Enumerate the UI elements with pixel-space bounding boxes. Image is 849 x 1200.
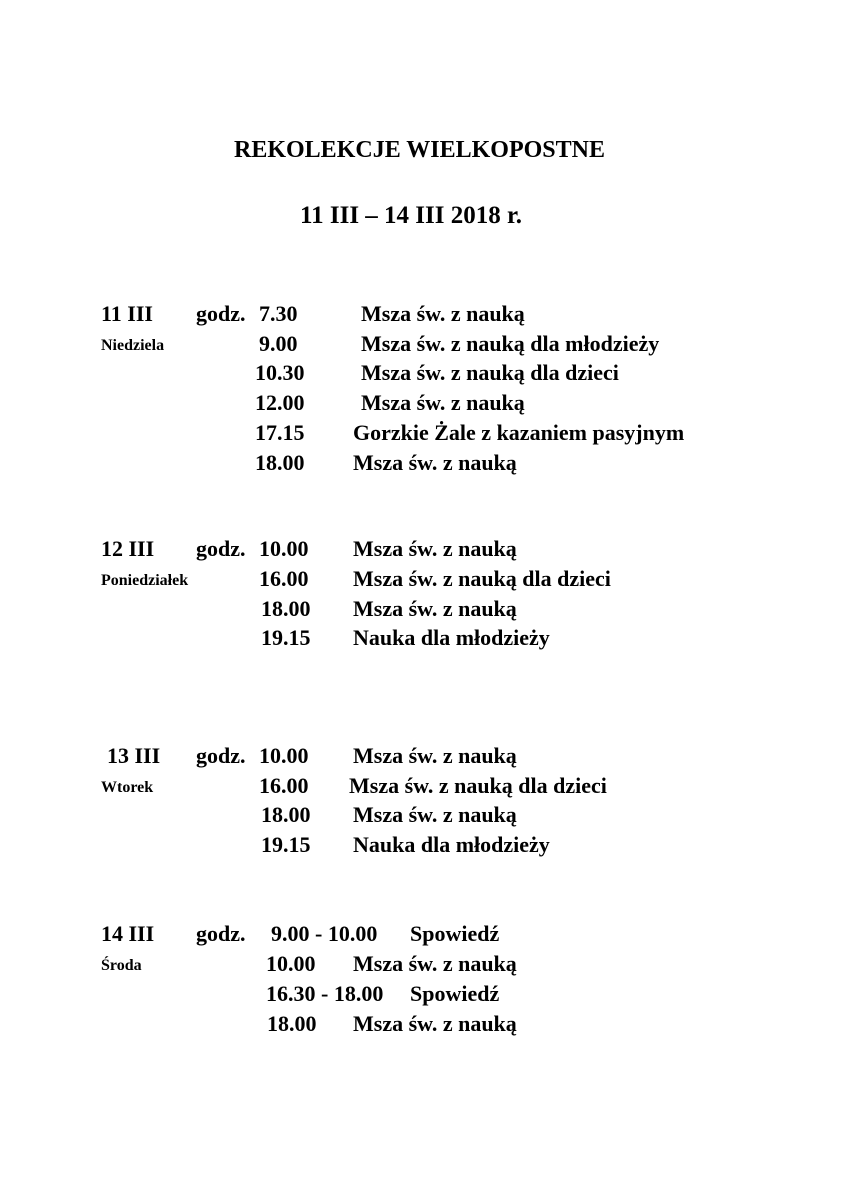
schedule-row [0, 832, 849, 861]
schedule-row [0, 536, 849, 565]
hour-label: godz. [196, 921, 246, 946]
schedule-row [0, 390, 849, 419]
hour-label: godz. [196, 301, 246, 326]
event-time: 12.00 [255, 390, 305, 415]
document-title: REKOLEKCJE WIELKOPOSTNE [234, 137, 605, 163]
event-description: Msza św. z nauką dla dzieci [361, 360, 619, 385]
schedule-row [0, 450, 849, 479]
schedule-row [0, 921, 849, 950]
event-time: 18.00 [267, 1011, 317, 1036]
schedule-row [0, 625, 849, 654]
event-description: Msza św. z nauką [353, 1011, 517, 1036]
event-description: Msza św. z nauką [353, 743, 517, 768]
event-time: 19.15 [261, 832, 311, 857]
event-description: Gorzkie Żale z kazaniem pasyjnym [353, 420, 685, 445]
day-date: 11 III [101, 301, 153, 326]
day-date: 13 III [107, 743, 161, 768]
schedule-row [0, 951, 849, 980]
event-description: Msza św. z nauką [353, 596, 517, 621]
schedule-row [0, 773, 849, 802]
event-time: 10.00 [259, 536, 309, 561]
schedule-row [0, 301, 849, 330]
schedule-row [0, 981, 849, 1010]
event-description: Msza św. z nauką dla dzieci [349, 773, 607, 798]
event-time: 19.15 [261, 625, 311, 650]
schedule-row [0, 420, 849, 449]
event-time: 10.00 [266, 951, 316, 976]
event-description: Msza św. z nauką [353, 802, 517, 827]
schedule-row [0, 331, 849, 360]
event-description: Spowiedź [410, 981, 500, 1006]
event-description: Nauka dla młodzieży [353, 832, 550, 857]
event-time: 16.00 [259, 773, 309, 798]
schedule-row [0, 1011, 849, 1040]
event-time: 16.00 [259, 566, 309, 591]
event-description: Nauka dla młodzieży [353, 625, 550, 650]
schedule-row [0, 596, 849, 625]
schedule-row [0, 360, 849, 389]
day-weekday: Wtorek [101, 779, 154, 796]
event-time: 17.15 [255, 420, 305, 445]
event-time: 18.00 [261, 596, 311, 621]
event-time: 10.00 [259, 743, 309, 768]
event-description: Spowiedź [410, 921, 500, 946]
event-description: Msza św. z nauką [353, 450, 517, 475]
event-description: Msza św. z nauką dla młodzieży [361, 331, 660, 356]
event-time: 16.30 - 18.00 [266, 981, 384, 1006]
event-description: Msza św. z nauką dla dzieci [353, 566, 611, 591]
day-weekday: Poniedziałek [101, 572, 189, 589]
event-time: 18.00 [261, 802, 311, 827]
schedule-row [0, 566, 849, 595]
event-time: 18.00 [255, 450, 305, 475]
event-description: Msza św. z nauką [361, 390, 525, 415]
day-weekday: Środa [101, 957, 142, 974]
event-time: 9.00 [259, 331, 298, 356]
day-date: 14 III [101, 921, 155, 946]
schedule-row [0, 802, 849, 831]
event-time: 9.00 - 10.00 [271, 921, 378, 946]
day-weekday: Niedziela [101, 337, 165, 354]
schedule-row [0, 743, 849, 772]
date-range: 11 III – 14 III 2018 r. [300, 202, 523, 229]
hour-label: godz. [196, 536, 246, 561]
event-description: Msza św. z nauką [353, 536, 517, 561]
hour-label: godz. [196, 743, 246, 768]
event-time: 10.30 [255, 360, 305, 385]
event-description: Msza św. z nauką [353, 951, 517, 976]
event-time: 7.30 [259, 301, 298, 326]
day-date: 12 III [101, 536, 155, 561]
event-description: Msza św. z nauką [361, 301, 525, 326]
